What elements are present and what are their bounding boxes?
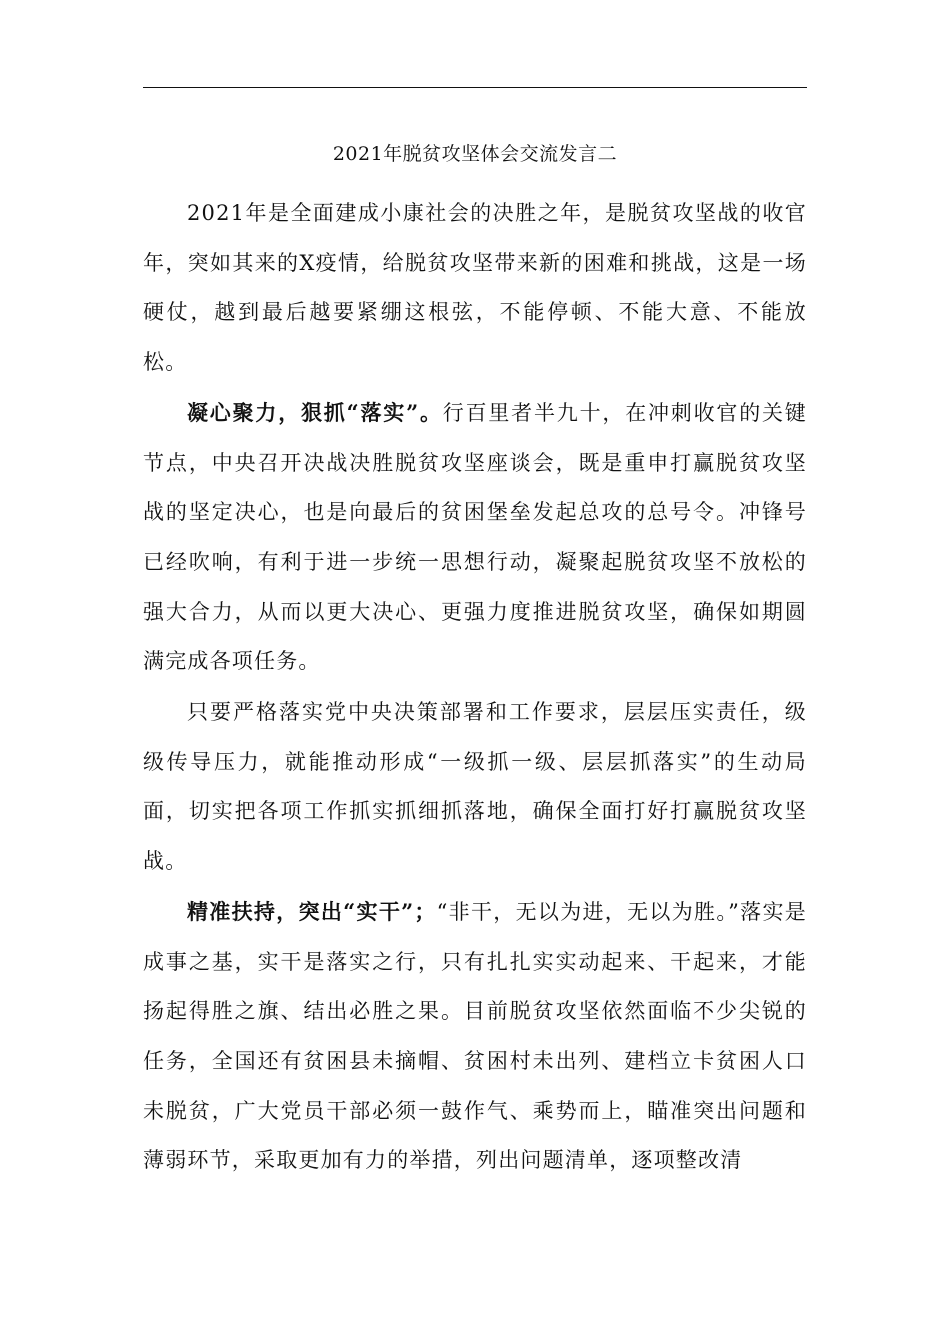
- paragraph-4-text: “非干，无以为进，无以为胜。”落实是成事之基，实干是落实之行，只有扎扎实实动起来、干起来，才能扬起得胜之旗、结出必胜之果。目前脱贫攻坚依然面临不少尖锐的任务，全国还有贫困县未摘帽、贫困村未出列、建档立卡贫困人口未脱贫，广大党员干部必须一鼓作气、乘势而上，瞄准突出问题和薄弱环节，采取更加有力的举措，列出问题清单，逐项整改清: [143, 899, 807, 1173]
- paragraph-3: [143, 687, 807, 887]
- paragraph-4-lead: 精准扶持，突出“实干”；: [187, 898, 437, 924]
- paragraph-2-lead: 凝心聚力，狠抓“落实”。: [187, 399, 443, 425]
- document-body: [143, 188, 807, 1186]
- header-rule: [143, 87, 807, 88]
- paragraph-1-text: 2021年是全面建成小康社会的决胜之年，是脱贫攻坚战的收官年，突如其来的X疫情，给脱贫攻坚带来新的困难和挑战，这是一场硬仗，越到最后越要紧绷这根弦，不能停顿、不能大意、不能放松。: [143, 201, 807, 375]
- paragraph-3-text: 只要严格落实党中央决策部署和工作要求，层层压实责任，级级传导压力，就能推动形成“一级抓一级、层层抓落实”的生动局面，切实把各项工作抓实抓细抓落地，确保全面打好打赢脱贫攻坚战。: [143, 700, 807, 874]
- document-title: 2021年脱贫攻坚体会交流发言二: [332, 143, 618, 165]
- paragraph-2: [143, 388, 807, 687]
- paragraph-2-text: 行百里者半九十，在冲刺收官的关键节点，中央召开决战决胜脱贫攻坚座谈会，既是重申打赢脱贫攻坚战的坚定决心，也是向最后的贫困堡垒发起总攻的总号令。冲锋号已经吹响，有利于进一步统一思想行动，凝聚起脱贫攻坚不放松的强大合力，从而以更大决心、更强力度推进脱贫攻坚，确保如期圆满完成各项任务。: [143, 400, 807, 674]
- paragraph-1: [143, 188, 807, 388]
- paragraph-4: [143, 887, 807, 1186]
